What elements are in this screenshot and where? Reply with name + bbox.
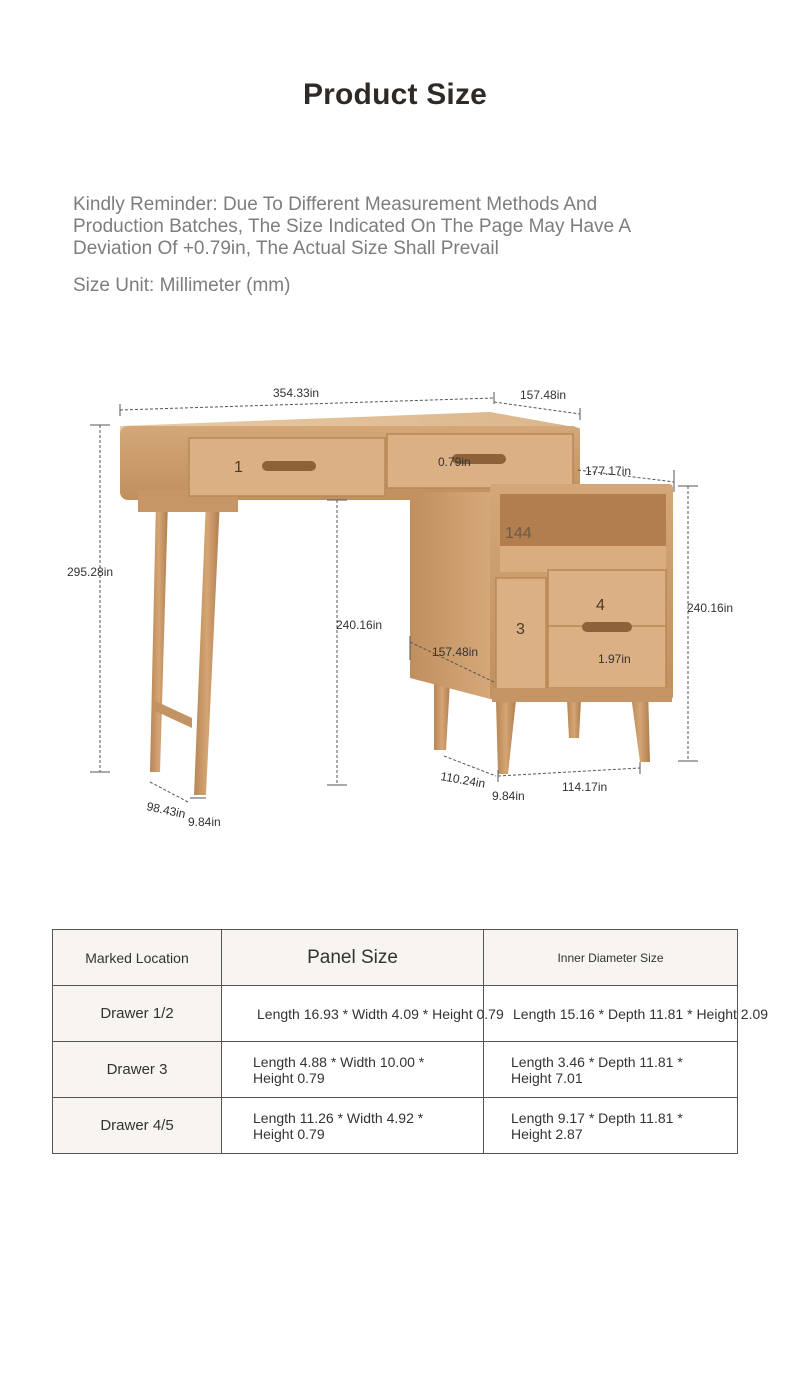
cell-inner-size-text: Length 9.17 * Depth 11.81 * Height 2.87 [511,1109,683,1142]
dim-total-length: 354.33in [273,386,320,400]
table-row [53,1042,738,1098]
dim-cabinet-base-depth: 110.24in [439,769,487,791]
drawer-label-4: 4 [596,597,605,614]
size-unit-text: Size Unit: Millimeter (mm) [73,275,291,296]
desk-leg-back-left [150,502,168,772]
cell-inner-size [484,986,769,1042]
cabinet-leg-front-left [496,700,516,774]
cell-inner-size-text: Length 3.46 * Depth 11.81 * Height 7.01 [511,1053,683,1086]
cell-inner-size [484,1042,738,1098]
dim-desk-leg-width: 9.84in [188,815,221,829]
cell-panel-size-text: Length 4.88 * Width 10.00 * Height 0.79 [253,1053,425,1086]
cabinet-side-panel [410,492,494,700]
side-cabinet [410,484,673,774]
table-header-row [53,930,738,986]
page-title: Product Size [302,78,488,111]
cabinet-leg-back-left [434,682,450,750]
cell-panel-size-text: Length 16.93 * Width 4.09 * Height 0.79 [257,1005,504,1022]
cell-inner-size-text: Length 15.16 * Depth 11.81 * Height 2.09 [513,1005,769,1022]
dim-desk-leg-height: 240.16in [336,618,383,632]
cell-panel-size [222,1042,484,1098]
dim-cabinet-base-width: 114.17in [562,780,608,794]
dim-drawer-gap-small: 1.97in [598,652,631,666]
table-row [53,986,738,1042]
dim-cabinet-leg-width: 9.84in [492,789,525,803]
dim-desk-height: 295.28in [67,565,114,579]
dim-cabinet-height: 240.16in [687,601,734,615]
dim-cabinet-depth: 157.48in [432,645,479,659]
drawer-5-handle [582,622,632,632]
dim-desk-depth: 98.43in [145,799,187,822]
product-dimension-drawing [0,370,790,840]
cabinet-leg-back-right [567,700,581,738]
drawer-label-1: 1 [234,459,243,476]
cell-inner-size [484,1098,738,1154]
size-table [52,929,769,1154]
cell-location: Drawer 4/5 [53,1098,222,1154]
cell-panel-size [222,1098,484,1154]
header-marked-location: Marked Location [53,930,222,986]
table-row [53,1098,738,1154]
cell-location: Drawer 3 [53,1042,222,1098]
drawer-label-3: 3 [516,621,525,638]
drawer-1-handle [262,461,316,471]
cell-panel-size [222,986,504,1042]
desk-leg-back-right [194,500,220,795]
drawer-4-front [548,570,666,628]
cell-location: Drawer 1/2 [53,986,222,1042]
header-inner-diameter-size: Inner Diameter Size [484,930,738,986]
dim-cabinet-offset: 177.17in [585,464,632,478]
kindly-reminder-text: Kindly Reminder: Due To Different Measurement Methods And Production Batches, The Size Indicated On The Page May Have A Deviation Of +0.79in, The Actual Size Shall Prevail [73,194,630,259]
dim-drawer-gap: 0.79in [438,455,471,469]
dim-shelf-height: 144 [505,525,532,542]
cell-panel-size-text: Length 11.26 * Width 4.92 * Height 0.79 [253,1109,424,1142]
header-panel-size: Panel Size [222,930,484,986]
dim-cabinet-width-top: 157.48in [520,388,567,402]
